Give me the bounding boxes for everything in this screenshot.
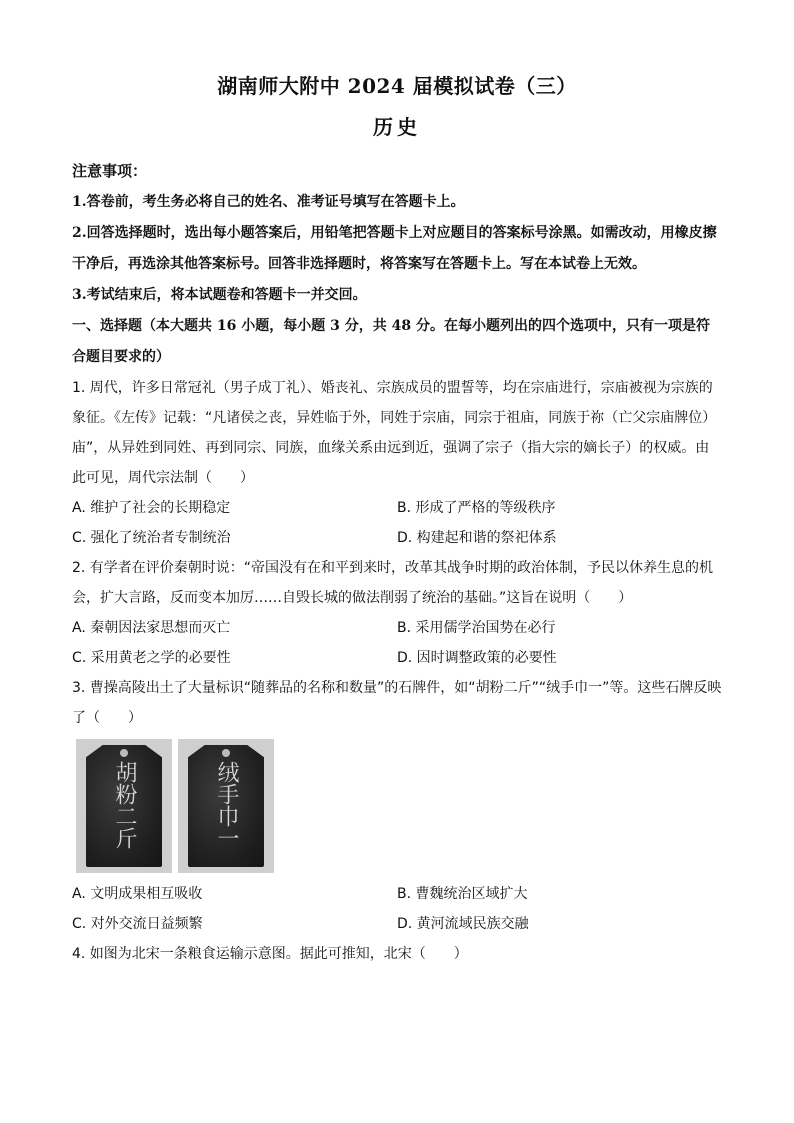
question-2-option-c[interactable]: C. 采用黄老之学的必要性 <box>72 650 231 666</box>
question-1-option-c[interactable]: C. 强化了统治者专制统治 <box>72 530 231 546</box>
question-3-option-d[interactable]: D. 黄河流域民族交融 <box>397 916 529 932</box>
question-1-option-d[interactable]: D. 构建起和谐的祭祀体系 <box>397 530 557 546</box>
section-heading: 一、选择题（本大题共 16 小题，每小题 3 分，共 48 分。在每小题列出的四个选项中，只有一项是符合题目要求的） <box>72 318 710 365</box>
stone-tablet-photos <box>76 739 722 873</box>
stone-tablet-photo-2 <box>178 739 274 873</box>
tablet-inscription-1: 胡粉二斤 <box>112 761 137 849</box>
note-item-2: 2.回答选择题时，选出每小题答案后，用铅笔把答题卡上对应题目的答案标号涂黑。如需改动，用橡皮擦干净后，再选涂其他答案标号。回答非选择题时，将答案写在答题卡上。写在本试卷上无效。 <box>72 225 717 272</box>
question-3-option-c[interactable]: C. 对外交流日益频繁 <box>72 916 203 932</box>
question-1-option-a[interactable]: A. 维护了社会的长期稳定 <box>72 500 231 516</box>
question-3-option-b[interactable]: B. 曹魏统治区域扩大 <box>397 886 528 902</box>
tablet-hole-2 <box>222 749 230 757</box>
question-1-option-b[interactable]: B. 形成了严格的等级秩序 <box>397 500 556 516</box>
question-2-option-a[interactable]: A. 秦朝因法家思想而灭亡 <box>72 620 231 636</box>
question-3-options <box>72 879 722 939</box>
exam-title: 湖南师大附中 2024 届模拟试卷（三） <box>217 74 577 98</box>
question-2-option-b[interactable]: B. 采用儒学治国势在必行 <box>397 620 556 636</box>
exam-subject: 历史 <box>373 115 421 139</box>
question-3-option-a[interactable]: A. 文明成果相互吸收 <box>72 886 203 902</box>
question-4-stem: 4. 如图为北宋一条粮食运输示意图。据此可推知，北宋（ ） <box>72 946 468 962</box>
note-item-1: 1.答卷前，考生务必将自己的姓名、准考证号填写在答题卡上。 <box>72 194 465 210</box>
note-item-3: 3.考试结束后，将本试题卷和答题卡一并交回。 <box>72 287 367 303</box>
question-1-stem: 1. 周代，许多日常冠礼（男子成丁礼）、婚丧礼、宗族成员的盟誓等，均在宗庙进行，宗庙被视为宗族的象征。《左传》记载：“凡诸侯之丧，异姓临于外，同姓于宗庙，同宗于祖庙，同族于祢（亡父宗庙牌位）庙”，从异姓到同姓、再到同宗、同族，血缘关系由远到近，强调了宗子（指大宗的嫡长子）的权威。由此可见，周代宗法制（ ） <box>72 380 717 486</box>
question-2-options <box>72 613 722 673</box>
tablet-hole-1 <box>120 749 128 757</box>
question-2-option-d[interactable]: D. 因时调整政策的必要性 <box>397 650 557 666</box>
question-2-stem: 2. 有学者在评价秦朝时说：“帝国没有在和平到来时，改革其战争时期的政治体制，予民以休养生息的机会，扩大言路，反而变本加厉……自毁长城的做法削弱了统治的基础。”这旨在说明（ ） <box>72 560 714 606</box>
notes-heading: 注意事项： <box>72 162 148 180</box>
question-3-stem: 3. 曹操高陵出土了大量标识“随葬品的名称和数量”的石牌件，如“胡粉二斤”“绒手巾一”等。这些石牌反映了（ ） <box>72 680 722 726</box>
tablet-inscription-2: 绒手巾一 <box>214 761 239 849</box>
question-1-options <box>72 493 722 553</box>
stone-tablet-photo-1 <box>76 739 172 873</box>
